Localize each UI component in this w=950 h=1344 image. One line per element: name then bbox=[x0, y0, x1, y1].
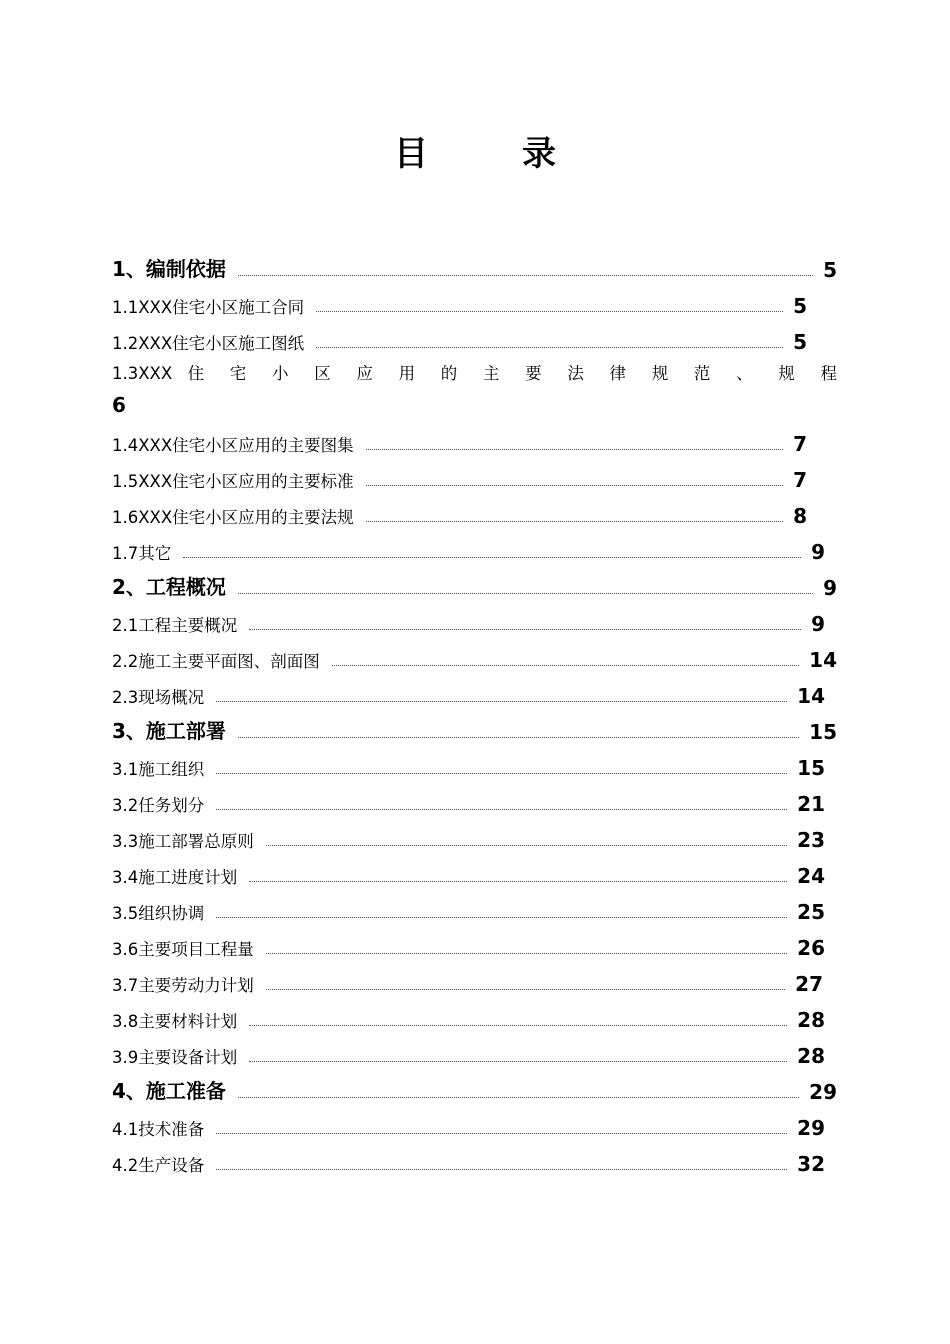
toc-entry-label: 3.6主要项目工程量 bbox=[112, 940, 254, 959]
toc-subsection-entry[interactable] bbox=[112, 750, 837, 786]
toc-page-number: 14 bbox=[797, 684, 825, 708]
toc-dot-leader bbox=[316, 347, 783, 348]
toc-subsection-entry[interactable] bbox=[112, 1038, 837, 1074]
toc-entry-label: 4.2生产设备 bbox=[112, 1156, 205, 1175]
toc-page-number: 29 bbox=[809, 1080, 837, 1104]
toc-dot-leader bbox=[366, 521, 783, 522]
toc-dot-leader bbox=[238, 275, 813, 276]
toc-subsection-entry[interactable] bbox=[112, 786, 837, 822]
toc-entry-label: 2、工程概况 bbox=[112, 575, 226, 599]
toc-page-number: 24 bbox=[797, 864, 825, 888]
toc-subsection-entry[interactable] bbox=[112, 324, 837, 360]
toc-entry-label: 2.2施工主要平面图、剖面图 bbox=[112, 652, 320, 671]
toc-dot-leader bbox=[238, 1097, 799, 1098]
toc-page-number: 6 bbox=[112, 393, 126, 417]
toc-dot-leader bbox=[216, 917, 787, 918]
toc-subsection-entry[interactable] bbox=[112, 606, 837, 642]
toc-entry-label: 1.6XXX住宅小区应用的主要法规 bbox=[112, 508, 354, 527]
toc-page-number: 23 bbox=[797, 828, 825, 852]
toc-dot-leader bbox=[366, 485, 783, 486]
toc-page-number: 5 bbox=[793, 294, 807, 318]
toc-entry-label: 3.8主要材料计划 bbox=[112, 1012, 238, 1031]
page-title: 目 录 bbox=[394, 134, 586, 174]
toc-entry-label: 3.7主要劳动力计划 bbox=[112, 976, 254, 995]
toc-page-number: 28 bbox=[797, 1008, 825, 1032]
toc-dot-leader bbox=[216, 701, 787, 702]
toc-dot-leader bbox=[238, 737, 799, 738]
toc-subsection-entry[interactable] bbox=[112, 534, 837, 570]
toc-subsection-entry[interactable] bbox=[112, 1110, 837, 1146]
toc-entry-label: 4.1技术准备 bbox=[112, 1120, 205, 1139]
toc-page-number: 5 bbox=[793, 330, 807, 354]
toc-dot-leader bbox=[332, 665, 799, 666]
toc-entry-label: 3.9主要设备计划 bbox=[112, 1048, 238, 1067]
toc-section-entry[interactable] bbox=[112, 714, 837, 750]
toc-dot-leader bbox=[266, 845, 787, 846]
toc-subsection-entry[interactable] bbox=[112, 498, 837, 534]
toc-page-number: 9 bbox=[811, 540, 825, 564]
toc-dot-leader bbox=[249, 1025, 787, 1026]
toc-entry-label: 2.3现场概况 bbox=[112, 688, 205, 707]
toc-dot-leader bbox=[216, 1169, 787, 1170]
toc-subsection-entry[interactable] bbox=[112, 894, 837, 930]
toc-entry-label: 1.3XXX 住 宅 小 区 应 用 的 主 要 法 律 规 范 、 规 程 bbox=[112, 364, 837, 383]
toc-entry-label: 1.1XXX住宅小区施工合同 bbox=[112, 298, 305, 317]
toc-dot-leader bbox=[249, 1061, 787, 1062]
toc-entry-label: 3、施工部署 bbox=[112, 719, 226, 743]
toc-page-number: 32 bbox=[797, 1152, 825, 1176]
toc-dot-leader bbox=[266, 989, 785, 990]
toc-subsection-entry[interactable] bbox=[112, 678, 837, 714]
toc-page-number: 7 bbox=[793, 468, 807, 492]
toc-page-number: 21 bbox=[797, 792, 825, 816]
toc-page-number: 5 bbox=[823, 258, 837, 282]
toc-entry-label: 3.1施工组织 bbox=[112, 760, 205, 779]
toc-subsection-entry[interactable] bbox=[112, 288, 837, 324]
toc-page-number: 29 bbox=[797, 1116, 825, 1140]
toc-dot-leader bbox=[266, 953, 787, 954]
toc-dot-leader bbox=[249, 629, 801, 630]
toc-dot-leader bbox=[316, 311, 783, 312]
toc-subsection-entry[interactable] bbox=[112, 360, 837, 426]
toc-entry-label: 3.5组织协调 bbox=[112, 904, 205, 923]
toc-entry-label: 3.2任务划分 bbox=[112, 796, 205, 815]
toc-section-entry[interactable] bbox=[112, 1074, 837, 1110]
toc-section-entry[interactable] bbox=[112, 570, 837, 606]
toc-subsection-entry[interactable] bbox=[112, 858, 837, 894]
toc-dot-leader bbox=[216, 809, 787, 810]
toc-page-number: 7 bbox=[793, 432, 807, 456]
toc-dot-leader bbox=[366, 449, 783, 450]
toc-subsection-entry[interactable] bbox=[112, 966, 837, 1002]
toc-page-number: 25 bbox=[797, 900, 825, 924]
toc-entry-label: 1.4XXX住宅小区应用的主要图集 bbox=[112, 436, 354, 455]
toc-page-number: 27 bbox=[795, 972, 823, 996]
toc-entry-label: 1、编制依据 bbox=[112, 257, 226, 281]
toc-page-number: 15 bbox=[809, 720, 837, 744]
toc-subsection-entry[interactable] bbox=[112, 642, 837, 678]
toc-entry-label: 4、施工准备 bbox=[112, 1079, 226, 1103]
toc-subsection-entry[interactable] bbox=[112, 1002, 837, 1038]
toc-entry-label: 2.1工程主要概况 bbox=[112, 616, 238, 635]
toc-dot-leader bbox=[183, 557, 801, 558]
toc-subsection-entry[interactable] bbox=[112, 462, 837, 498]
table-of-contents bbox=[112, 252, 837, 1182]
toc-dot-leader bbox=[216, 773, 787, 774]
toc-subsection-entry[interactable] bbox=[112, 930, 837, 966]
toc-entry-label: 1.7其它 bbox=[112, 544, 172, 563]
toc-page-number: 8 bbox=[793, 504, 807, 528]
toc-page-number: 28 bbox=[797, 1044, 825, 1068]
toc-page-number: 26 bbox=[797, 936, 825, 960]
toc-entry-label: 1.2XXX住宅小区施工图纸 bbox=[112, 334, 305, 353]
toc-dot-leader bbox=[249, 881, 787, 882]
toc-page-number: 15 bbox=[797, 756, 825, 780]
toc-page-number: 9 bbox=[811, 612, 825, 636]
toc-entry-label: 3.4施工进度计划 bbox=[112, 868, 238, 887]
toc-section-entry[interactable] bbox=[112, 252, 837, 288]
toc-subsection-entry[interactable] bbox=[112, 822, 837, 858]
toc-subsection-entry[interactable] bbox=[112, 426, 837, 462]
toc-page-number: 9 bbox=[823, 576, 837, 600]
toc-entry-label: 3.3施工部署总原则 bbox=[112, 832, 254, 851]
toc-dot-leader bbox=[238, 593, 813, 594]
toc-entry-label: 1.5XXX住宅小区应用的主要标准 bbox=[112, 472, 354, 491]
toc-dot-leader bbox=[216, 1133, 787, 1134]
toc-page-number: 14 bbox=[809, 648, 837, 672]
toc-subsection-entry[interactable] bbox=[112, 1146, 837, 1182]
